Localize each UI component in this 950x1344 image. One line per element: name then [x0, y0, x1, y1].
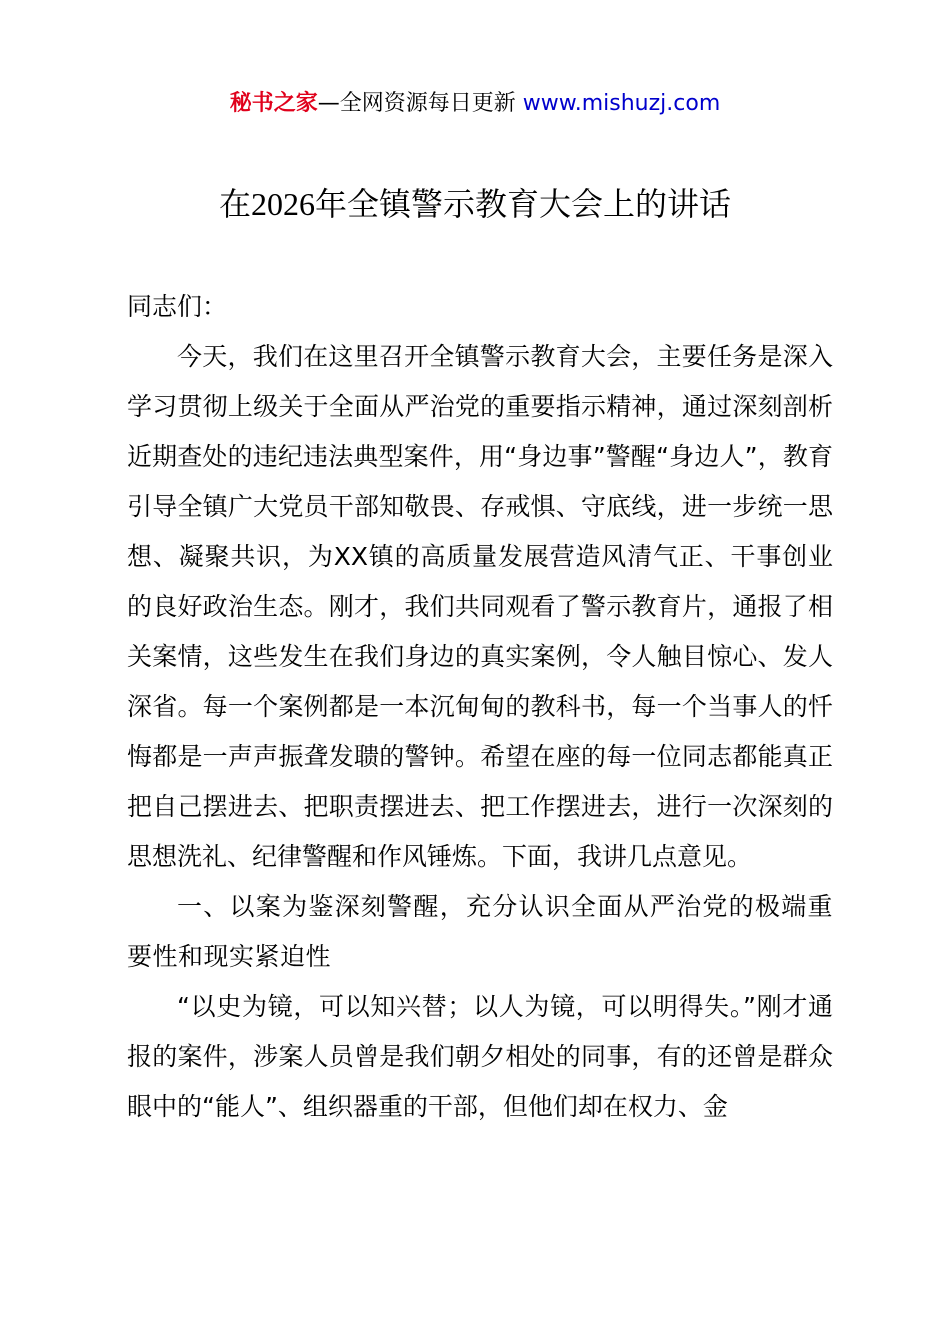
- title-prefix: 在: [218, 185, 251, 223]
- salutation: 同志们：: [127, 292, 228, 321]
- brand-name: 秘书之家: [229, 91, 318, 116]
- paragraph-section-1: “以史为镜，可以知兴替；以人为镜，可以明得失。”刚才通报的案件，涉案人员曾是我们朝夕相处的同事，有的还曾是群众眼中的“能人”、组织器重的干部，但他们却在权力、金: [127, 992, 833, 1121]
- section-heading-1: 一、以案为鉴深刻警醒，充分认识全面从严治党的极端重要性和现实紧迫性: [127, 892, 833, 971]
- paragraph-intro: 今天，我们在这里召开全镇警示教育大会，主要任务是深入学习贯彻上级关于全面从严治党的重要指示精神，通过深刻剖析近期查处的违纪违法典型案件，用“身边事”警醒“身边人”，教育引导全镇广大党员干部知敬畏、存戒惧、守底线，进一步统一思想、凝聚共识，为XX镇的高质量发展营造风清气正、干事创业的良好政治生态。刚才，我们共同观看了警示教育片，通报了相关案情，这些发生在我们身边的真实案例，令人触目惊心、发人深省。每一个案例都是一本沉甸甸的教科书，每一个当事人的忏悔都是一声声振聋发聩的警钟。希望在座的每一位同志都能真正把自己摆进去、把职责摆进去、把工作摆进去，进行一次深刻的思想洗礼、纪律警醒和作风锤炼。下面，我讲几点意见。: [127, 342, 833, 871]
- site-url-link[interactable]: www.mishuzj.com: [522, 91, 721, 116]
- document-body: [127, 282, 833, 1132]
- document-title: [0, 180, 950, 228]
- header-tagline: —全网资源每日更新: [317, 91, 523, 116]
- title-suffix: 年全镇警示教育大会上的讲话: [315, 185, 732, 223]
- site-header: [0, 88, 950, 120]
- title-year: 2026: [251, 186, 315, 222]
